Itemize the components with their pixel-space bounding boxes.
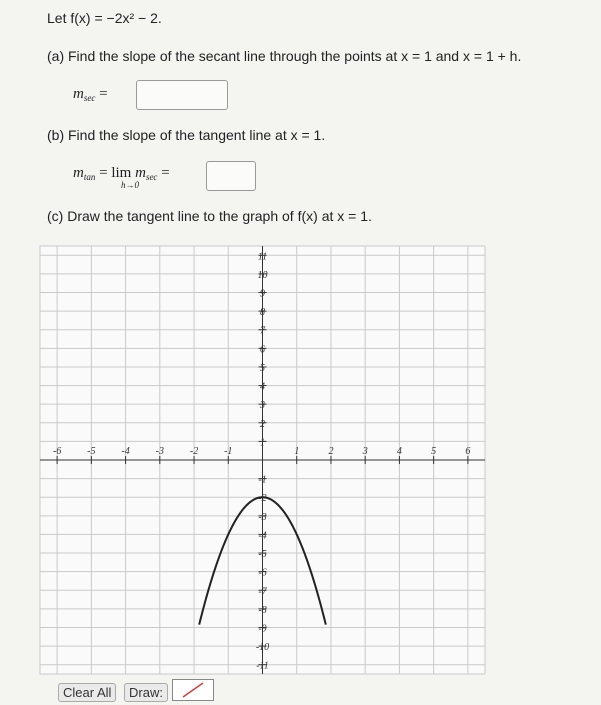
y-tick-label: 7 [260, 325, 265, 337]
y-tick-label: 1 [260, 437, 265, 449]
y-tick-label: -2 [258, 493, 267, 505]
x-tick-label: -4 [121, 446, 130, 457]
x-tick-label: -6 [52, 446, 62, 457]
y-tick-label: 10 [257, 269, 268, 281]
part-b-prompt: (b) Find the slope of the tangent line at x = 1. [47, 127, 326, 143]
x-tick-label: 4 [396, 446, 402, 457]
y-tick-label: -6 [258, 567, 267, 579]
y-tick-label: 6 [260, 344, 265, 356]
y-tick-label: -3 [258, 511, 267, 523]
y-tick-label: 9 [260, 288, 265, 300]
y-tick-label: -9 [258, 623, 267, 635]
draw-label: Draw: [124, 683, 168, 702]
x-tick-label: -5 [87, 446, 96, 457]
y-tick-label: 11 [257, 251, 268, 263]
y-tick-label: 2 [260, 418, 265, 430]
y-tick-label: 5 [260, 362, 265, 374]
y-tick-label: -10 [255, 642, 270, 654]
y-tick-label: -11 [256, 660, 269, 672]
y-tick-label: -8 [258, 604, 267, 616]
mtan-expression: $m_{tan} = \lim m_{sec}$ = [73, 165, 170, 182]
clear-all-button[interactable]: Clear All [58, 683, 116, 702]
line-tool-button[interactable] [172, 679, 214, 701]
x-tick-label: -3 [155, 446, 164, 457]
x-tick-label: 2 [328, 446, 334, 457]
y-tick-label: 8 [260, 307, 265, 319]
y-tick-label: -1 [258, 474, 267, 486]
x-tick-label: 3 [362, 446, 368, 457]
y-tick-label: -5 [258, 549, 267, 561]
limit-subscript: h→0 [121, 180, 139, 190]
part-c-prompt: (c) Draw the tangent line to the graph of f(x) at x = 1. [47, 208, 372, 224]
x-tick-label: 5 [431, 446, 437, 457]
y-tick-label: 4 [260, 381, 265, 393]
y-tick-label: -7 [258, 586, 267, 598]
part-a-prompt: (a) Find the slope of the secant line through the points at x = 1 and x = 1 + h. [47, 48, 522, 64]
x-tick-label: 6 [465, 446, 471, 457]
y-tick-label: 3 [260, 400, 265, 412]
x-tick-label: -2 [189, 446, 199, 457]
y-tick-label: -4 [258, 530, 267, 542]
function-definition: Let f(x) = −2x² − 2. [47, 10, 162, 26]
x-tick-label: -1 [224, 446, 233, 457]
msec-label: $m_{sec}$ = [73, 86, 108, 103]
x-tick-label: 1 [294, 446, 300, 457]
line-tool-icon [173, 680, 213, 700]
